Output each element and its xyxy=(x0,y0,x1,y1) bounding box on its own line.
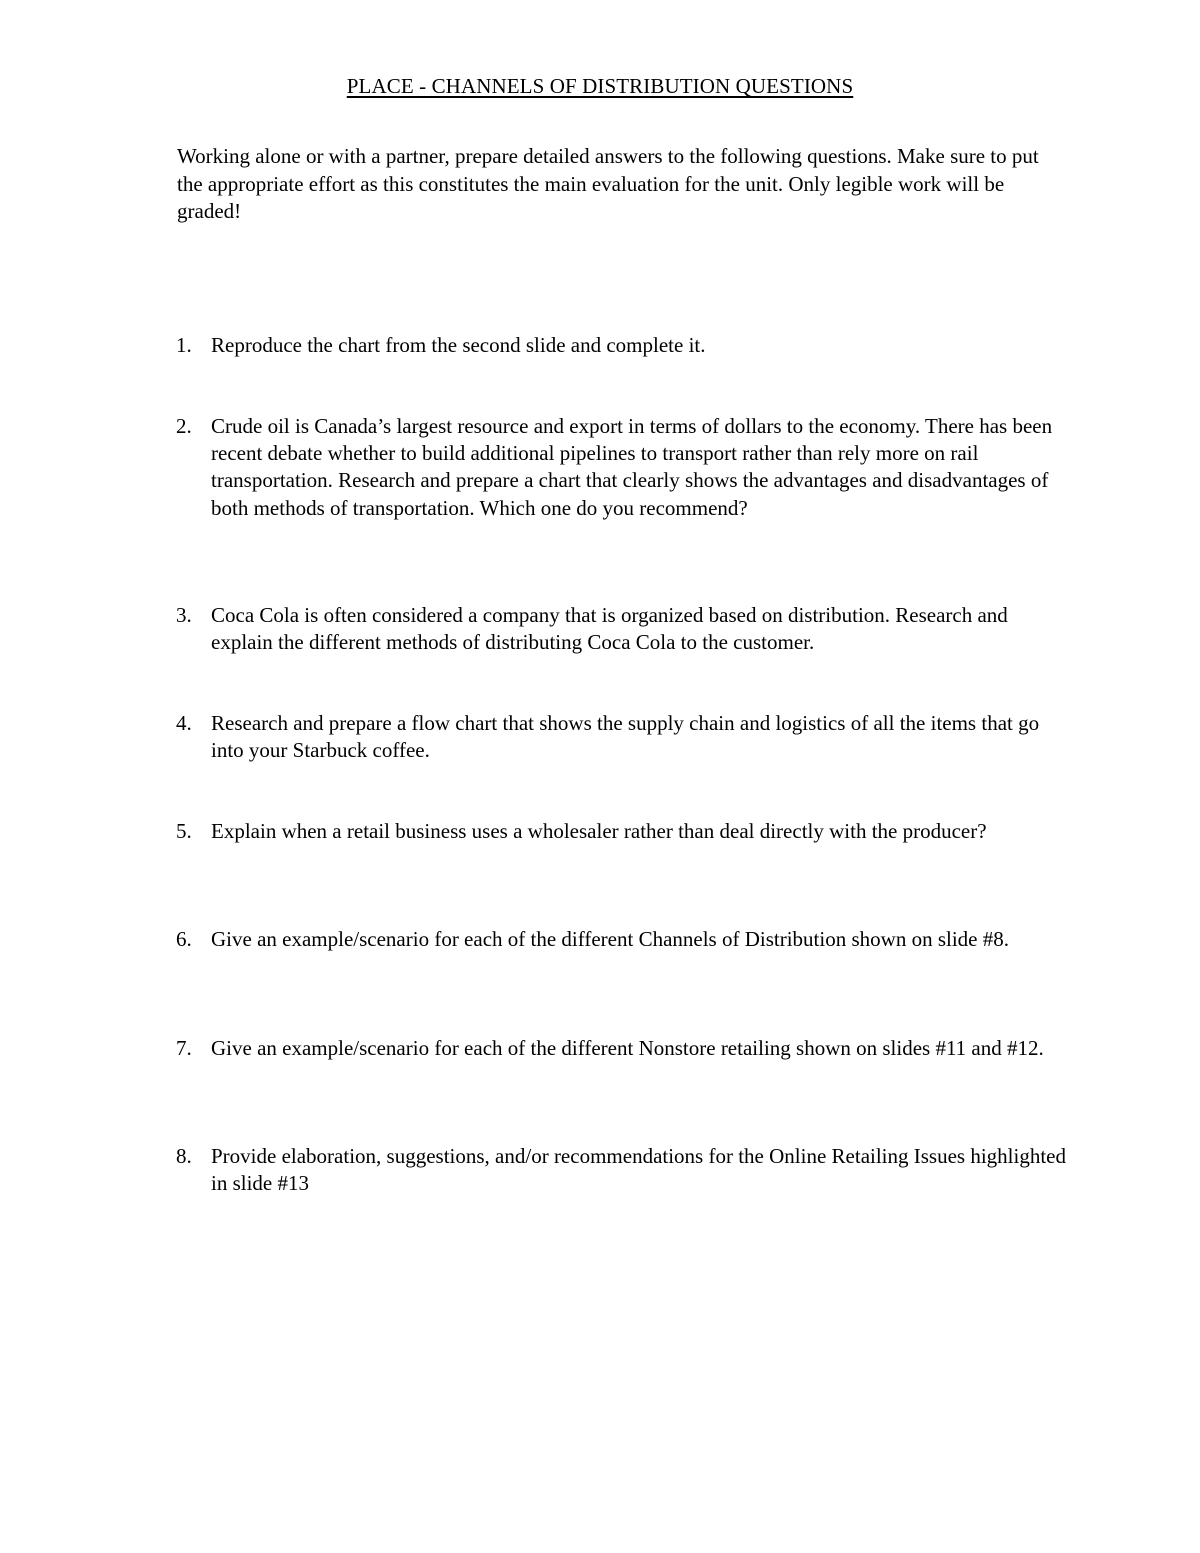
question-text: Explain when a retail business uses a wholesaler rather than deal directly with the producer? xyxy=(211,819,987,843)
question-text: Give an example/scenario for each of the different Nonstore retailing shown on slides #11 and #12. xyxy=(211,1036,1044,1060)
question-number: 2. xyxy=(176,414,192,438)
question-text: Reproduce the chart from the second slide and complete it. xyxy=(211,333,706,357)
question-text: Give an example/scenario for each of the different Channels of Distribution shown on slide #8. xyxy=(211,927,1009,951)
question-number: 8. xyxy=(176,1144,192,1168)
question-number: 5. xyxy=(176,819,192,843)
page-title: PLACE - CHANNELS OF DISTRIBUTION QUESTIONS xyxy=(346,74,854,98)
question-text: Provide elaboration, suggestions, and/or recommendations for the Online Retailing Issues highlighted in slide #13 xyxy=(211,1144,1067,1196)
question-number: 4. xyxy=(176,711,192,735)
question-number: 3. xyxy=(176,603,192,627)
question-number: 7. xyxy=(176,1036,192,1060)
intro-paragraph: Working alone or with a partner, prepare detailed answers to the following questions. Make sure to put the appropriate effort as this constitutes the main evaluation for the unit. Only legible work will be graded! xyxy=(177,144,1039,223)
question-text: Research and prepare a flow chart that shows the supply chain and logistics of all the items that go into your Starbuck coffee. xyxy=(211,711,1040,763)
question-number: 1. xyxy=(176,333,192,357)
question-text: Coca Cola is often considered a company that is organized based on distribution. Research and explain the different methods of distributing Coca Cola to the customer. xyxy=(211,603,1008,655)
question-text: Crude oil is Canada’s largest resource and export in terms of dollars to the economy. There has been recent debate whether to build additional pipelines to transport rather than rely more on rail transportation. Research and prepare a chart that clearly shows the advantages and disadvantages of both methods of transportation. Which one do you recommend? xyxy=(211,414,1053,520)
question-number: 6. xyxy=(176,927,192,951)
